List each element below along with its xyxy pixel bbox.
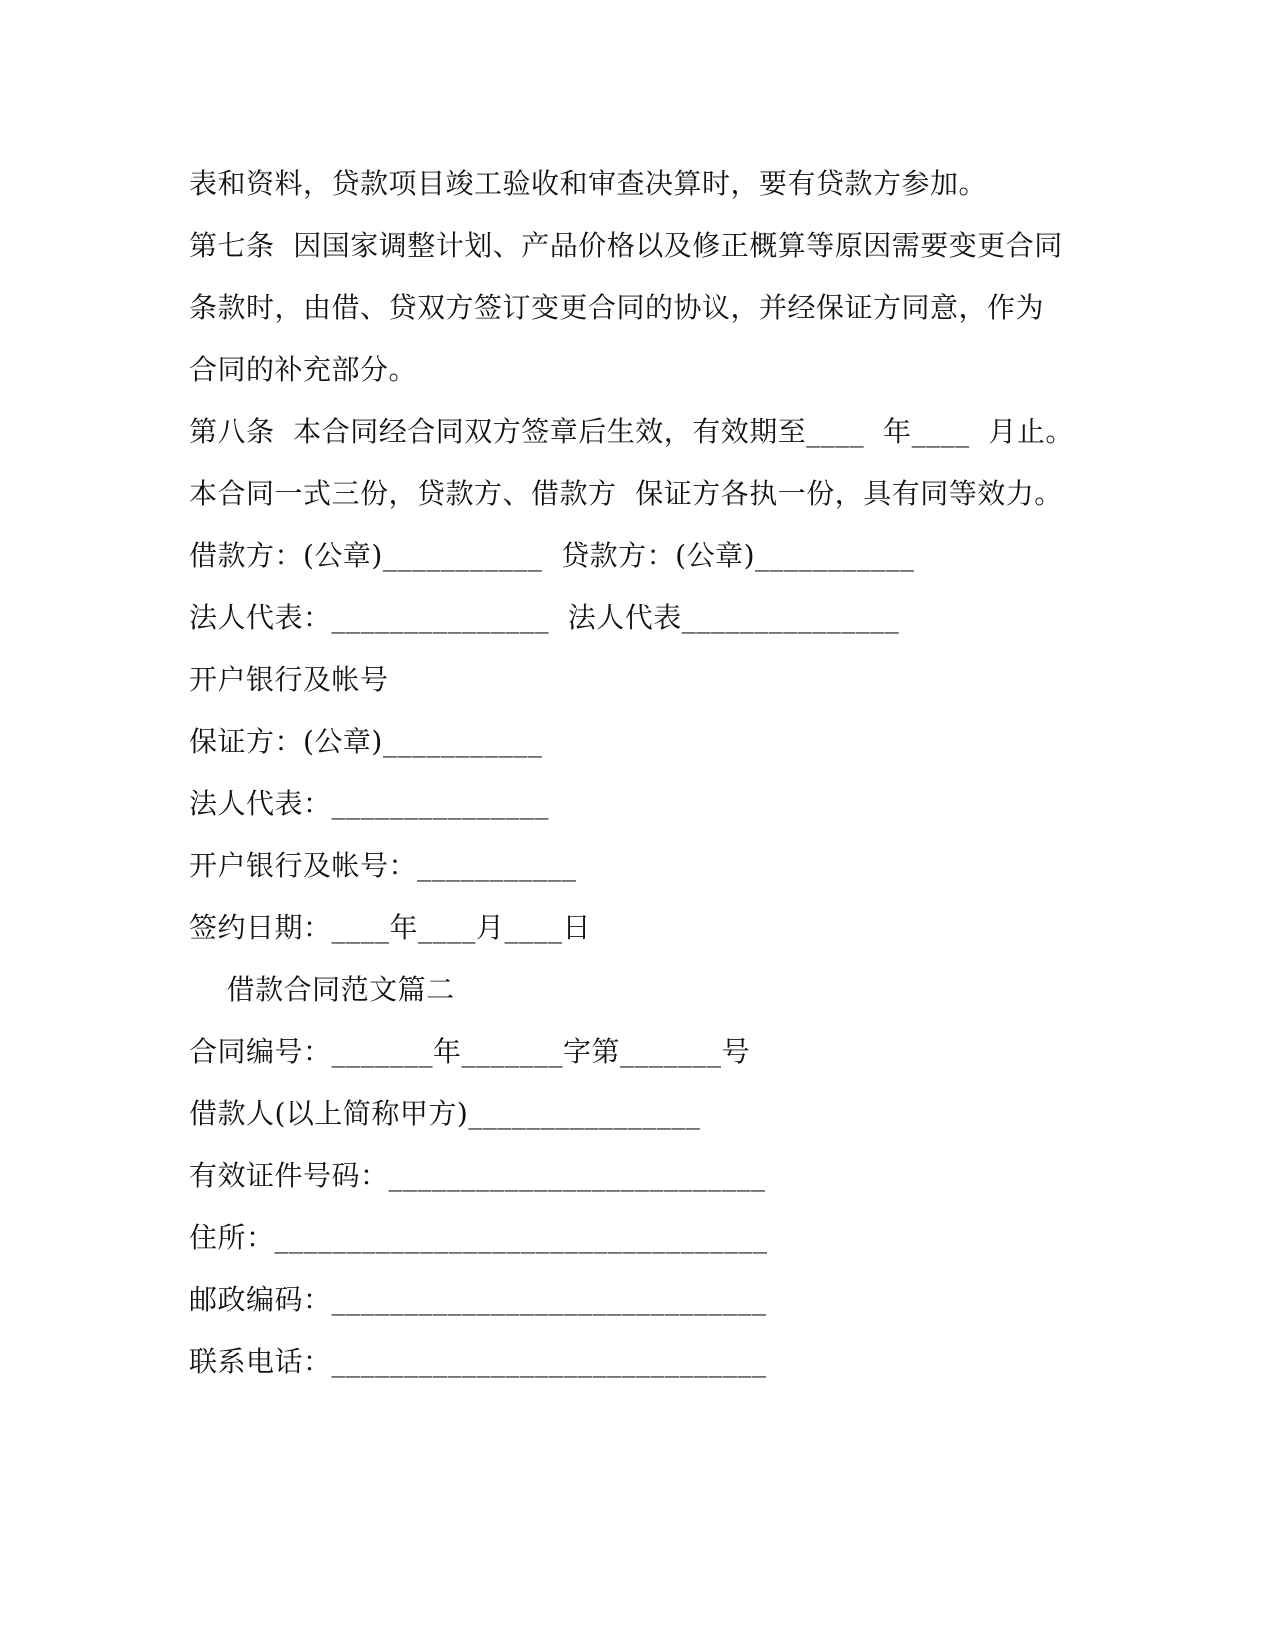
text-line-copies: 本合同一式三份，贷款方、借款方 保证方各执一份，具有同等效力。 [189,477,1063,510]
address-line: 住所：__________________________________ [189,1221,768,1254]
text-line-4: 合同的补充部分。 [189,353,418,386]
borrower-line: 借款人(以上简称甲方)________________ [189,1097,701,1130]
guarantor-bank-line: 开户银行及帐号：___________ [189,849,577,882]
legal-rep-line: 法人代表：_______________ 法人代表_______________ [189,601,900,634]
text-line-3: 条款时，由借、贷双方签订变更合同的协议，并经保证方同意，作为 [189,291,1045,324]
text-line-1: 表和资料，贷款项目竣工验收和审查决算时，要有贷款方参加。 [189,167,988,200]
text-line-article-7: 第七条 因国家调整计划、产品价格以及修正概算等原因需要变更合同 [189,229,1063,262]
section-heading: 借款合同范文篇二 [189,973,455,1006]
signing-date-line: 签约日期：____年____月____日 [189,911,592,944]
text-line-article-8: 第八条 本合同经合同双方签章后生效，有效期至____ 年____ 月止。 [189,415,1074,448]
postal-code-line: 邮政编码：______________________________ [189,1283,767,1316]
id-number-line: 有效证件号码：__________________________ [189,1159,766,1192]
borrower-lender-seal-line: 借款方：(公章)___________ 贷款方：(公章)___________ [189,539,915,572]
phone-line: 联系电话：______________________________ [189,1345,767,1378]
guarantor-seal-line: 保证方：(公章)___________ [189,725,543,758]
contract-number-line: 合同编号：_______年_______字第_______号 [189,1035,751,1068]
guarantor-legal-rep-line: 法人代表：_______________ [189,787,550,820]
bank-account-label: 开户银行及帐号 [189,663,389,696]
